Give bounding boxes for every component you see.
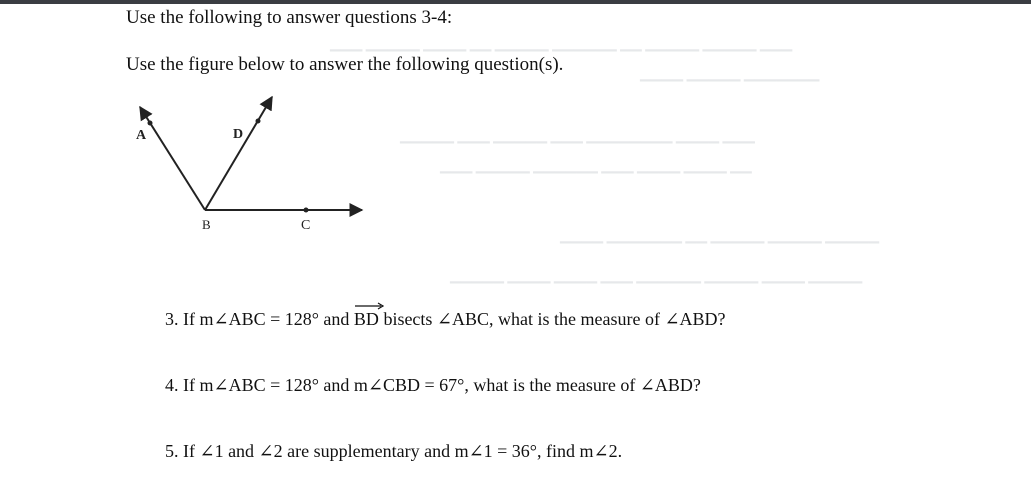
bleed-through-text: ▁▁▁▁▁ ▁▁▁ ▁▁▁▁▁ ▁▁▁ ▁▁▁▁▁▁▁▁ ▁▁▁▁ ▁▁▁: [400, 129, 755, 144]
ray-name: BD: [353, 309, 379, 329]
section-heading: Use the following to answer questions 3-4:: [126, 7, 453, 28]
question-4: [165, 374, 701, 396]
question-text: If m∠ABC = 128° and m∠CBD = 67°, what is the measure of ∠ABD?: [183, 375, 701, 395]
bleed-through-text: ▁▁▁▁ ▁▁▁▁▁ ▁▁▁▁▁▁▁: [640, 67, 820, 82]
bleed-through-text: ▁▁▁▁ ▁▁▁▁▁▁▁ ▁▁ ▁▁▁▁▁ ▁▁▁▁▁ ▁▁▁▁▁: [560, 229, 879, 244]
label-c: C: [301, 218, 311, 233]
ray-arrow-icon: [354, 302, 384, 310]
figure-instruction: Use the figure below to answer the following question(s).: [126, 54, 564, 75]
question-text-start: If m∠ABC = 128° and: [183, 309, 354, 329]
ray-bd: [205, 97, 272, 210]
question-text-end: bisects ∠ABC, what is the measure of ∠ABD?: [378, 309, 726, 329]
question-number: 3.: [165, 309, 179, 329]
point-a: [148, 121, 153, 126]
label-d: D: [233, 127, 244, 142]
bleed-through-text: ▁▁▁ ▁▁▁▁▁ ▁▁▁▁▁▁ ▁▁▁ ▁▁▁▁ ▁▁▁▁ ▁▁: [440, 159, 752, 174]
point-d: [256, 119, 261, 124]
label-a: A: [136, 128, 147, 143]
question-text: If ∠1 and ∠2 are supplementary and m∠1 = 36°, find m∠2.: [183, 441, 623, 461]
question-number: 4.: [165, 375, 179, 395]
question-3: [165, 308, 726, 330]
angle-figure: [130, 95, 370, 235]
label-b: B: [202, 217, 211, 232]
question-5: [165, 440, 622, 462]
bleed-through-text: ▁▁▁▁▁ ▁▁▁▁ ▁▁▁▁ ▁▁▁ ▁▁▁▁▁▁ ▁▁▁▁▁ ▁▁▁▁ ▁▁▁▁▁: [450, 269, 863, 284]
question-number: 5.: [165, 441, 179, 461]
ray-bd-label: [354, 308, 379, 330]
top-border-bar: [0, 0, 1031, 4]
bleed-through-text: ▁▁▁ ▁▁▁▁▁ ▁▁▁▁ ▁▁ ▁▁▁▁▁ ▁▁▁▁▁▁ ▁▁ ▁▁▁▁▁ ▁▁▁▁▁ ▁▁▁: [330, 37, 793, 52]
point-c: [304, 208, 309, 213]
